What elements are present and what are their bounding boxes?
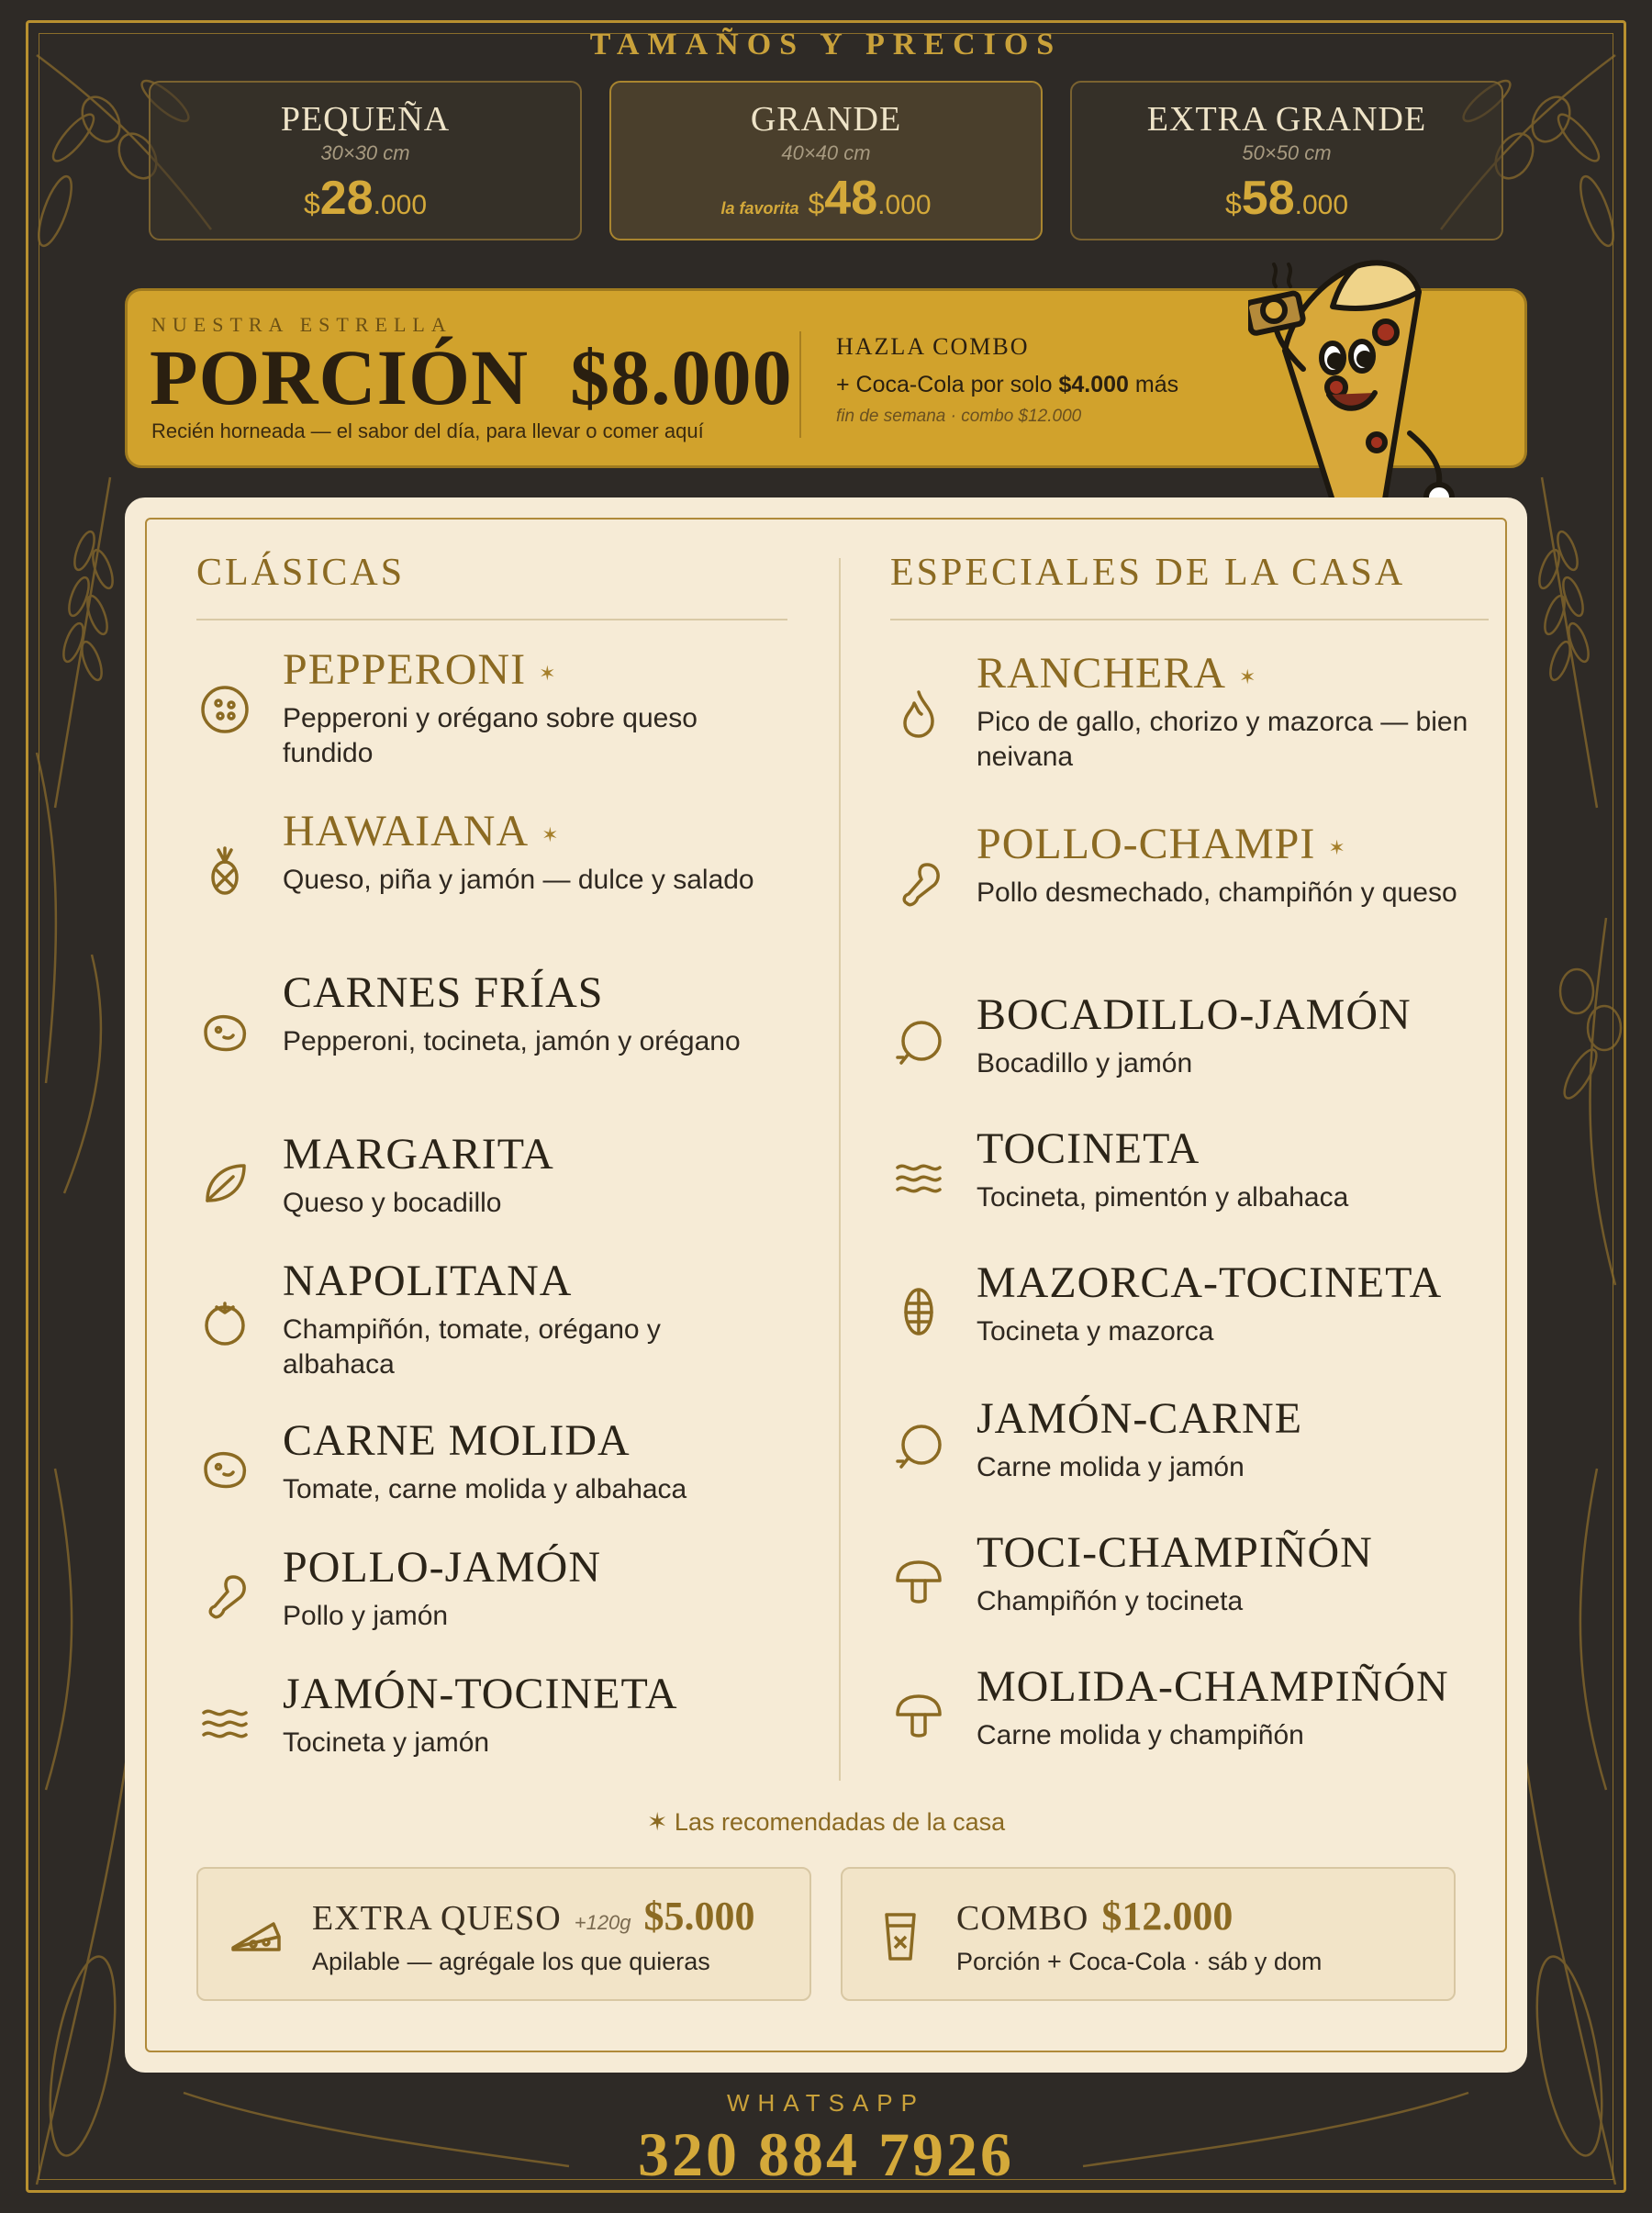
meat-icon (196, 1441, 253, 1498)
item-name (283, 644, 557, 695)
price-currency: $ (303, 187, 320, 220)
classics-rule (196, 619, 787, 620)
combo-offer (836, 372, 1178, 398)
sausage-icon (890, 1419, 947, 1476)
combo-suffix: más (1134, 372, 1179, 397)
item-description: Queso, piña y jamón — dulce y salado (283, 865, 754, 895)
menu-item (890, 1527, 1459, 1665)
mushroom-icon (890, 1687, 947, 1744)
corn-icon (890, 1283, 947, 1340)
combo-name: COMBO (956, 1899, 1089, 1938)
banner-label: NUESTRA ESTRELLA (151, 313, 452, 336)
item-title: NAPOLITANA (283, 1257, 573, 1305)
menu-item (196, 1542, 765, 1680)
combo-box-subtitle: Porción + Coca-Cola · sáb y dom (956, 1948, 1323, 1975)
specials-rule (890, 619, 1489, 620)
item-title: HAWAIANA (283, 807, 530, 855)
size-dimensions: 30×30 cm (320, 141, 410, 164)
item-name (283, 1129, 554, 1179)
cheese-icon (228, 1907, 285, 1964)
size-card-grande (609, 81, 1043, 240)
banner-divider (799, 331, 801, 438)
item-title: RANCHERA (977, 649, 1227, 698)
item-title: POLLO-JAMÓN (283, 1543, 601, 1592)
item-description: Champiñón, tomate, orégano y albahaca (283, 1314, 661, 1380)
item-name (283, 806, 560, 856)
item-name (283, 1669, 678, 1719)
menu-item (890, 819, 1459, 956)
mushroom-icon (890, 1553, 947, 1610)
item-description: Pico de gallo, chorizo y mazorca — bien neivana (977, 707, 1468, 772)
menu-item (890, 989, 1459, 1127)
item-description: Tomate, carne molida y albahaca (283, 1474, 687, 1504)
size-price (1072, 171, 1501, 226)
specials-heading: ESPECIALES DE LA CASA (890, 552, 1406, 594)
item-description: Pollo desmechado, champiñón y queso (977, 877, 1457, 908)
banner-title: PORCIÓN $8.000 (150, 333, 793, 421)
menu-item (196, 1415, 765, 1553)
recommended-star-icon: ✶ (1328, 835, 1346, 859)
menu-item (890, 1661, 1459, 1799)
combo-price: $4.000 (1058, 372, 1129, 397)
price-thousands: .000 (1294, 190, 1349, 220)
cup-icon (872, 1907, 929, 1964)
drumstick-icon (890, 855, 947, 912)
item-title: CARNES FRÍAS (283, 968, 604, 1017)
extra-price: $5.000 (643, 1894, 755, 1939)
combo-box-title (956, 1893, 1233, 1939)
price-main: 28 (319, 172, 374, 225)
extra-title (312, 1893, 755, 1939)
tomato-icon (196, 1292, 253, 1349)
ham-icon (196, 1004, 253, 1061)
menu-card (125, 497, 1527, 2073)
menu-item (890, 1123, 1459, 1261)
item-description: Tocineta y jamón (283, 1727, 490, 1758)
price-main: 58 (1241, 172, 1295, 225)
recommended-star-icon: ✶ (541, 822, 560, 846)
item-description: Bocadillo y jamón (977, 1048, 1193, 1079)
menu-item (196, 1129, 765, 1267)
item-name (977, 1527, 1373, 1578)
item-title: TOCINETA (977, 1124, 1200, 1173)
extra-weight: +120g (574, 1911, 631, 1934)
item-name (977, 648, 1256, 699)
whatsapp-label: WHATSAPP (727, 2089, 925, 2117)
extra-subtitle: Apilable — agrégale los que quieras (312, 1948, 710, 1975)
recommended-star-icon: ✶ (1239, 665, 1257, 688)
pepperoni-icon (196, 681, 253, 738)
item-name (977, 1393, 1302, 1444)
item-name (977, 1123, 1200, 1174)
size-price (151, 171, 580, 226)
menu-item (890, 1393, 1459, 1531)
size-card-pequena (149, 81, 582, 240)
menu-item (196, 967, 765, 1105)
item-title: JAMÓN-TOCINETA (283, 1670, 678, 1718)
combo-box (841, 1867, 1456, 2001)
pineapple-icon (196, 843, 253, 900)
price-thousands: .000 (373, 190, 428, 220)
item-description: Queso y bocadillo (283, 1188, 502, 1218)
item-description: Champiñón y tocineta (977, 1586, 1244, 1616)
combo-title: HAZLA COMBO (836, 333, 1030, 360)
leaf-icon (196, 1155, 253, 1212)
item-title: MOLIDA-CHAMPIÑÓN (977, 1662, 1449, 1711)
sizes-title: TAMAÑOS Y PRECIOS (589, 28, 1063, 61)
banner-subtitle: Recién horneada — el sabor del día, para llevar o comer aquí (151, 419, 704, 442)
item-description: Pollo y jamón (283, 1601, 449, 1631)
size-dimensions: 50×50 cm (1242, 141, 1332, 164)
drumstick-icon (196, 1568, 253, 1625)
size-card-extra-grande (1070, 81, 1503, 240)
menu-item (196, 1669, 765, 1806)
recommended-note: ✶ Las recomendadas de la casa (646, 1808, 1006, 1836)
menu-item (196, 644, 765, 782)
extra-name: EXTRA QUESO (312, 1899, 562, 1938)
combo-text: + Coca-Cola por solo (836, 372, 1053, 397)
size-name: EXTRA GRANDE (1146, 100, 1427, 139)
favorite-tag: la favorita (720, 199, 799, 218)
item-description: Pepperoni y orégano sobre queso fundido (283, 703, 698, 768)
item-description: Carne molida y champiñón (977, 1720, 1304, 1750)
menu-item (890, 1257, 1459, 1395)
item-description: Pepperoni, tocineta, jamón y orégano (283, 1026, 741, 1056)
item-name (977, 1257, 1442, 1308)
size-price (611, 171, 1041, 226)
bacon-icon (890, 1149, 947, 1206)
price-currency: $ (808, 187, 825, 220)
price-thousands: .000 (877, 190, 932, 220)
bacon-icon (196, 1694, 253, 1751)
price-main: 48 (824, 172, 878, 225)
item-title: MAZORCA-TOCINETA (977, 1258, 1443, 1307)
menu-item (196, 1256, 765, 1393)
combo-note: fin de semana · combo $12.000 (836, 407, 1082, 426)
item-title: JAMÓN-CARNE (977, 1394, 1303, 1443)
menu-item (196, 806, 765, 944)
combo-box-price: $12.000 (1101, 1894, 1233, 1939)
item-name (283, 1542, 601, 1593)
item-name (283, 967, 603, 1018)
item-title: BOCADILLO-JAMÓN (977, 990, 1412, 1039)
item-title: TOCI-CHAMPIÑÓN (977, 1528, 1373, 1577)
flame-icon (890, 685, 947, 742)
size-name: GRANDE (750, 100, 902, 139)
sausage-icon (890, 1015, 947, 1072)
size-dimensions: 40×40 cm (781, 141, 871, 164)
column-divider (839, 558, 841, 1781)
item-name (977, 819, 1346, 869)
item-title: PEPPERONI (283, 645, 527, 694)
item-name (977, 989, 1412, 1040)
menu-item (890, 648, 1468, 786)
item-name (977, 1661, 1449, 1712)
item-description: Tocineta, pimentón y albahaca (977, 1182, 1349, 1213)
classics-heading: CLÁSICAS (196, 552, 406, 594)
extra-cheese-box (196, 1867, 811, 2001)
recommended-star-icon: ✶ (539, 661, 557, 685)
item-description: Carne molida y jamón (977, 1452, 1245, 1482)
item-title: POLLO-CHAMPI (977, 820, 1316, 868)
item-title: CARNE MOLIDA (283, 1416, 631, 1465)
price-currency: $ (1224, 187, 1242, 220)
item-title: MARGARITA (283, 1130, 554, 1179)
item-name (283, 1256, 572, 1306)
item-name (283, 1415, 631, 1466)
whatsapp-number[interactable]: 320 884 7926 (638, 2119, 1014, 2189)
size-name: PEQUEÑA (280, 100, 451, 139)
item-description: Tocineta y mazorca (977, 1316, 1214, 1347)
